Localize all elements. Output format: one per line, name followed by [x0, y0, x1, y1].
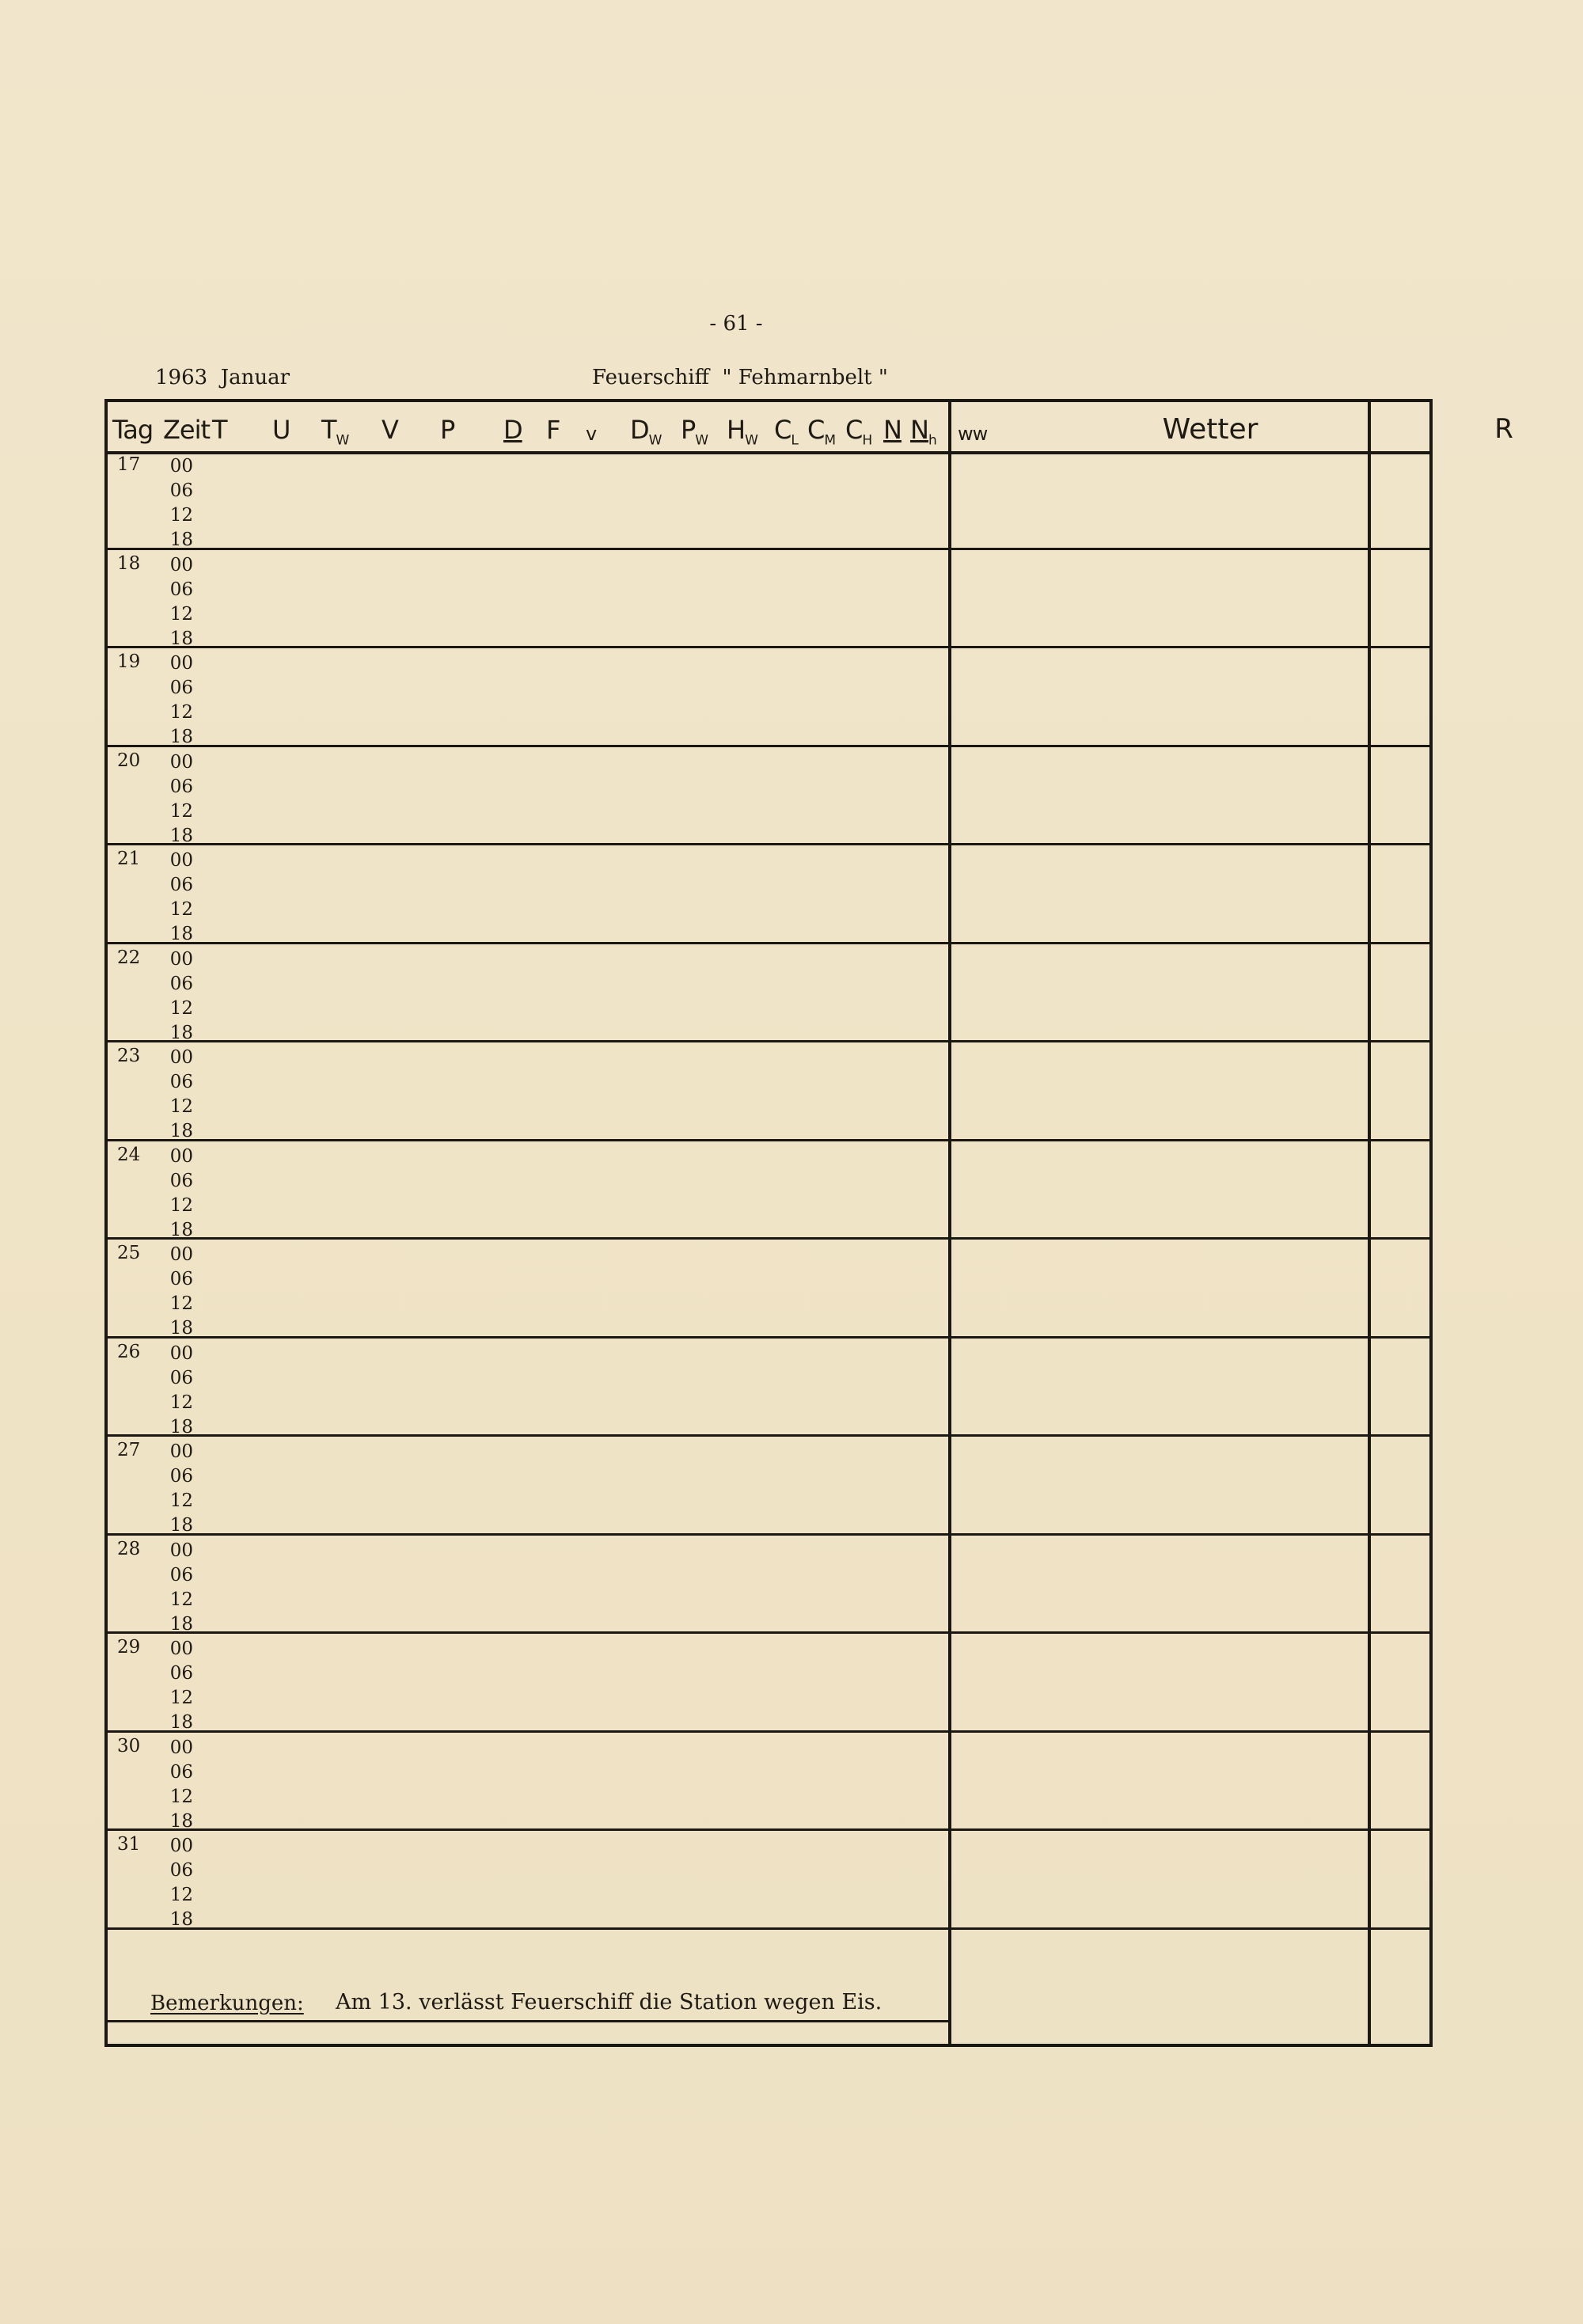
time-list — [161, 1243, 193, 1341]
table-header — [108, 402, 1513, 454]
header-ch: $C_H$ — [845, 415, 872, 449]
time-entry: 00 — [169, 850, 193, 871]
header-dw: $D_W$ — [630, 415, 662, 449]
time-entry: 00 — [169, 751, 193, 773]
time-entry: 00 — [169, 456, 193, 477]
time-entry: 06 — [169, 1367, 193, 1388]
header-v: V — [382, 415, 398, 445]
time-list — [161, 651, 193, 750]
time-entry: 12 — [169, 702, 193, 723]
remarks-text: Am 13. verlässt Feuerschiff die Station wegen Eis. — [336, 1990, 883, 2015]
time-entry: 00 — [169, 1441, 193, 1462]
time-list — [161, 1736, 193, 1834]
time-list — [161, 454, 193, 553]
time-entry: 18 — [169, 825, 193, 846]
header-ww: ww — [958, 423, 988, 445]
time-list — [161, 1046, 193, 1144]
time-entry: 18 — [169, 1810, 193, 1832]
time-entry: 06 — [169, 875, 193, 895]
time-entry: 00 — [169, 554, 193, 575]
day-label: 29 — [117, 1637, 141, 1658]
day-block — [108, 1141, 1429, 1240]
time-entry: 18 — [169, 1515, 193, 1536]
time-entry: 12 — [169, 1885, 193, 1905]
header-wetter: Wetter — [1162, 413, 1258, 446]
day-block — [108, 1831, 1429, 1930]
time-entry: 00 — [169, 1342, 193, 1364]
header-hw: $H_W$ — [727, 415, 757, 449]
header-zeit: Zeit — [163, 415, 211, 445]
time-entry: 06 — [169, 1564, 193, 1585]
time-list — [161, 553, 193, 651]
time-entry: 18 — [169, 1909, 193, 1930]
time-entry: 12 — [169, 1096, 193, 1117]
day-label: 23 — [117, 1046, 141, 1066]
time-entry: 18 — [169, 727, 193, 747]
time-list — [161, 849, 193, 947]
time-entry: 12 — [169, 899, 193, 920]
time-entry: 18 — [169, 1712, 193, 1733]
time-entry: 18 — [169, 1416, 193, 1437]
time-list — [161, 750, 193, 849]
header-tw: $T_W$ — [321, 415, 349, 449]
day-block — [108, 1634, 1429, 1733]
time-entry: 06 — [169, 579, 193, 600]
time-entry: 18 — [169, 1219, 193, 1240]
remarks-rule — [108, 2020, 950, 2022]
time-entry: 06 — [169, 678, 193, 698]
time-entry: 00 — [169, 948, 193, 970]
header-v-small: v — [586, 423, 597, 445]
time-entry: 18 — [169, 1022, 193, 1043]
time-entry: 12 — [169, 1194, 193, 1216]
header-pw: $P_W$ — [681, 415, 708, 449]
time-entry: 12 — [169, 505, 193, 526]
day-label: 25 — [117, 1243, 141, 1263]
time-list — [161, 1834, 193, 1932]
day-label: 18 — [117, 553, 141, 574]
day-label: 31 — [117, 1834, 141, 1855]
header-tag: Tag — [112, 415, 154, 445]
day-label: 30 — [117, 1735, 141, 1756]
time-entry: 00 — [169, 1244, 193, 1265]
time-entry: 18 — [169, 1318, 193, 1339]
day-block — [108, 648, 1429, 747]
observation-table — [104, 399, 1513, 2047]
day-block — [108, 747, 1429, 846]
time-entry: 18 — [169, 530, 193, 550]
header-r: R — [1494, 413, 1513, 445]
day-label: 27 — [117, 1440, 141, 1460]
header-t: T — [212, 415, 227, 445]
day-block — [108, 1437, 1429, 1536]
time-entry: 06 — [169, 776, 193, 797]
day-label: 21 — [117, 849, 141, 869]
day-label: 24 — [117, 1144, 141, 1165]
time-entry: 06 — [169, 1466, 193, 1487]
time-list — [161, 1440, 193, 1538]
time-entry: 12 — [169, 1688, 193, 1708]
day-block — [108, 1733, 1429, 1832]
remarks-section — [108, 1984, 1429, 2047]
time-entry: 12 — [169, 603, 193, 625]
header-u: U — [272, 415, 290, 445]
day-label: 28 — [117, 1538, 141, 1559]
day-block — [108, 1042, 1429, 1141]
header-p: P — [440, 415, 455, 445]
time-entry: 06 — [169, 973, 193, 994]
page-number: - 61 - — [709, 312, 763, 336]
day-block — [108, 550, 1429, 649]
time-entry: 12 — [169, 1786, 193, 1807]
time-entry: 18 — [169, 924, 193, 944]
time-entry: 00 — [169, 1836, 193, 1856]
day-block — [108, 845, 1429, 944]
day-block — [108, 944, 1429, 1043]
header-nh: $N_h$ — [910, 415, 936, 449]
header-cm: $C_M$ — [807, 415, 836, 449]
time-entry: 18 — [169, 1121, 193, 1141]
day-block — [108, 1536, 1429, 1635]
header-cl: $C_L$ — [774, 415, 798, 449]
header-f: F — [546, 415, 560, 445]
time-entry: 06 — [169, 1170, 193, 1191]
time-list — [161, 1637, 193, 1735]
time-entry: 12 — [169, 1490, 193, 1511]
day-label: 26 — [117, 1341, 141, 1362]
time-entry: 06 — [169, 1072, 193, 1092]
time-entry: 12 — [169, 997, 193, 1019]
time-list — [161, 947, 193, 1046]
time-entry: 00 — [169, 653, 193, 674]
year-month: 1963 Januar — [155, 366, 290, 389]
time-entry: 06 — [169, 480, 193, 501]
day-label: 17 — [117, 454, 141, 475]
time-entry: 12 — [169, 800, 193, 822]
day-label: 20 — [117, 750, 141, 771]
time-entry: 00 — [169, 1047, 193, 1068]
time-list — [161, 1342, 193, 1440]
time-entry: 12 — [169, 1589, 193, 1610]
header-d: D — [503, 415, 522, 445]
time-entry: 00 — [169, 1540, 193, 1561]
day-block — [108, 1339, 1429, 1437]
time-entry: 00 — [169, 1145, 193, 1167]
time-entry: 06 — [169, 1663, 193, 1684]
header-n: N — [883, 415, 902, 445]
time-entry: 06 — [169, 1761, 193, 1783]
day-label: 22 — [117, 947, 141, 968]
time-entry: 12 — [169, 1293, 193, 1314]
day-block — [108, 451, 1429, 550]
ship-name: Feuerschiff " Fehmarnbelt " — [592, 366, 888, 389]
remarks-label: Bemerkungen: — [150, 1992, 304, 2015]
time-entry: 00 — [169, 1737, 193, 1758]
time-list — [161, 1145, 193, 1243]
time-entry: 18 — [169, 1613, 193, 1635]
time-entry: 18 — [169, 628, 193, 649]
time-entry: 12 — [169, 1392, 193, 1413]
time-list — [161, 1539, 193, 1637]
day-block — [108, 1240, 1429, 1339]
time-entry: 06 — [169, 1269, 193, 1289]
time-entry: 06 — [169, 1860, 193, 1881]
day-label: 19 — [117, 651, 141, 672]
time-entry: 00 — [169, 1639, 193, 1659]
